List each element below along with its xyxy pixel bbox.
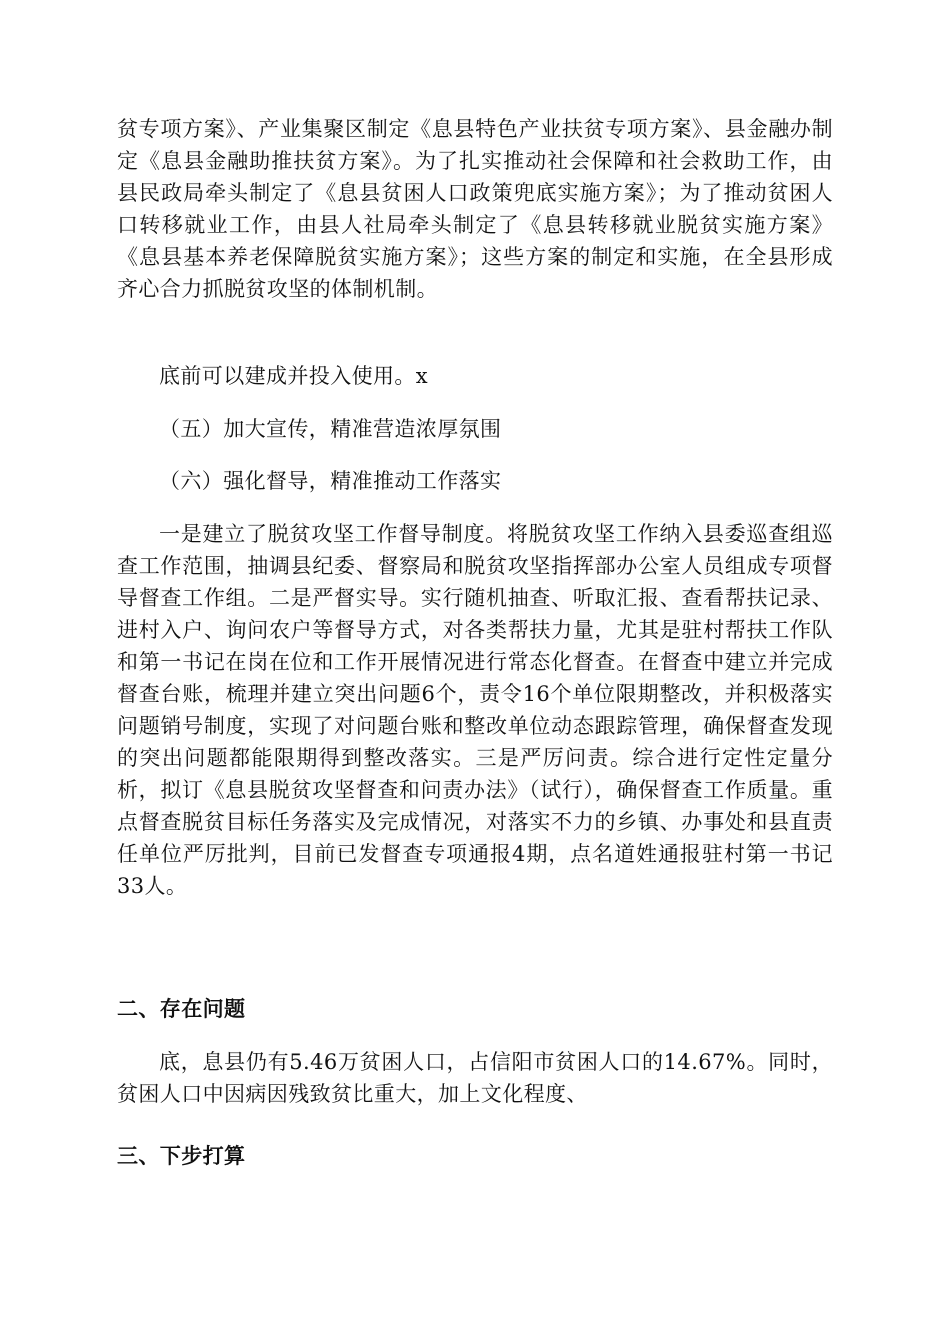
paragraph-text: 底，息县仍有5.46万贫困人口，占信阳市贫困人口的14.67%。同时，贫困人口中因病因残致贫比重大，加上文化程度、	[117, 1050, 833, 1106]
paragraph-text: 贫专项方案》、产业集聚区制定《息县特色产业扶贫专项方案》、县金融办制定《息县金融助推扶贫方案》。为了扎实推动社会保障和社会救助工作，由县民政局牵头制定了《息县贫困人口政策兜底实施方案》；为了推动贫困人口转移就业工作，由县人社局牵头制定了《息县转移就业脱贫实施方案》《息县基本养老保障脱贫实施方案》；这些方案的制定和实施，在全县形成齐心合力抓脱贫攻坚的体制机制。	[117, 117, 833, 301]
paragraph-text: 一是建立了脱贫攻坚工作督导制度。将脱贫攻坚工作纳入县委巡查组巡查工作范围，抽调县纪委、督察局和脱贫攻坚指挥部办公室人员组成专项督导督查工作组。二是严督实导。实行随机抽查、听取汇报、查看帮扶记录、进村入户、询问农户等督导方式，对各类帮扶力量，尤其是驻村帮扶工作队和第一书记在岗在位和工作开展情况进行常态化督查。在督查中建立并完成督查台账，梳理并建立突出问题6个，责令16个单位限期整改，并积极落实问题销号制度，实现了对问题台账和整改单位动态跟踪管理，确保督查发现的突出问题都能限期得到整改落实。三是严厉问责。综合进行定性定量分析，拟订《息县脱贫攻坚督查和问责办法》（试行），确保督查工作质量。重点督查脱贫目标任务落实及完成情况，对落实不力的乡镇、办事处和县直责任单位严厉批判，目前已发督查专项通报4期，点名道姓通报驻村第一书记33人。	[117, 522, 833, 898]
subheading-publicity: （五）加大宣传，精准营造浓厚氛围	[159, 417, 502, 441]
section-heading-problems: 二、存在问题	[117, 997, 246, 1021]
paragraph-text: 底前可以建成并投入使用。x	[159, 364, 429, 388]
subheading-supervision: （六）强化督导，精准推动工作落实	[159, 469, 502, 493]
body-paragraph-construction	[117, 360, 833, 392]
body-paragraph-plans	[117, 113, 833, 305]
body-paragraph-supervision	[117, 518, 833, 902]
body-paragraph-problems	[117, 1046, 833, 1110]
section-heading-next-steps: 三、下步打算	[117, 1144, 246, 1168]
